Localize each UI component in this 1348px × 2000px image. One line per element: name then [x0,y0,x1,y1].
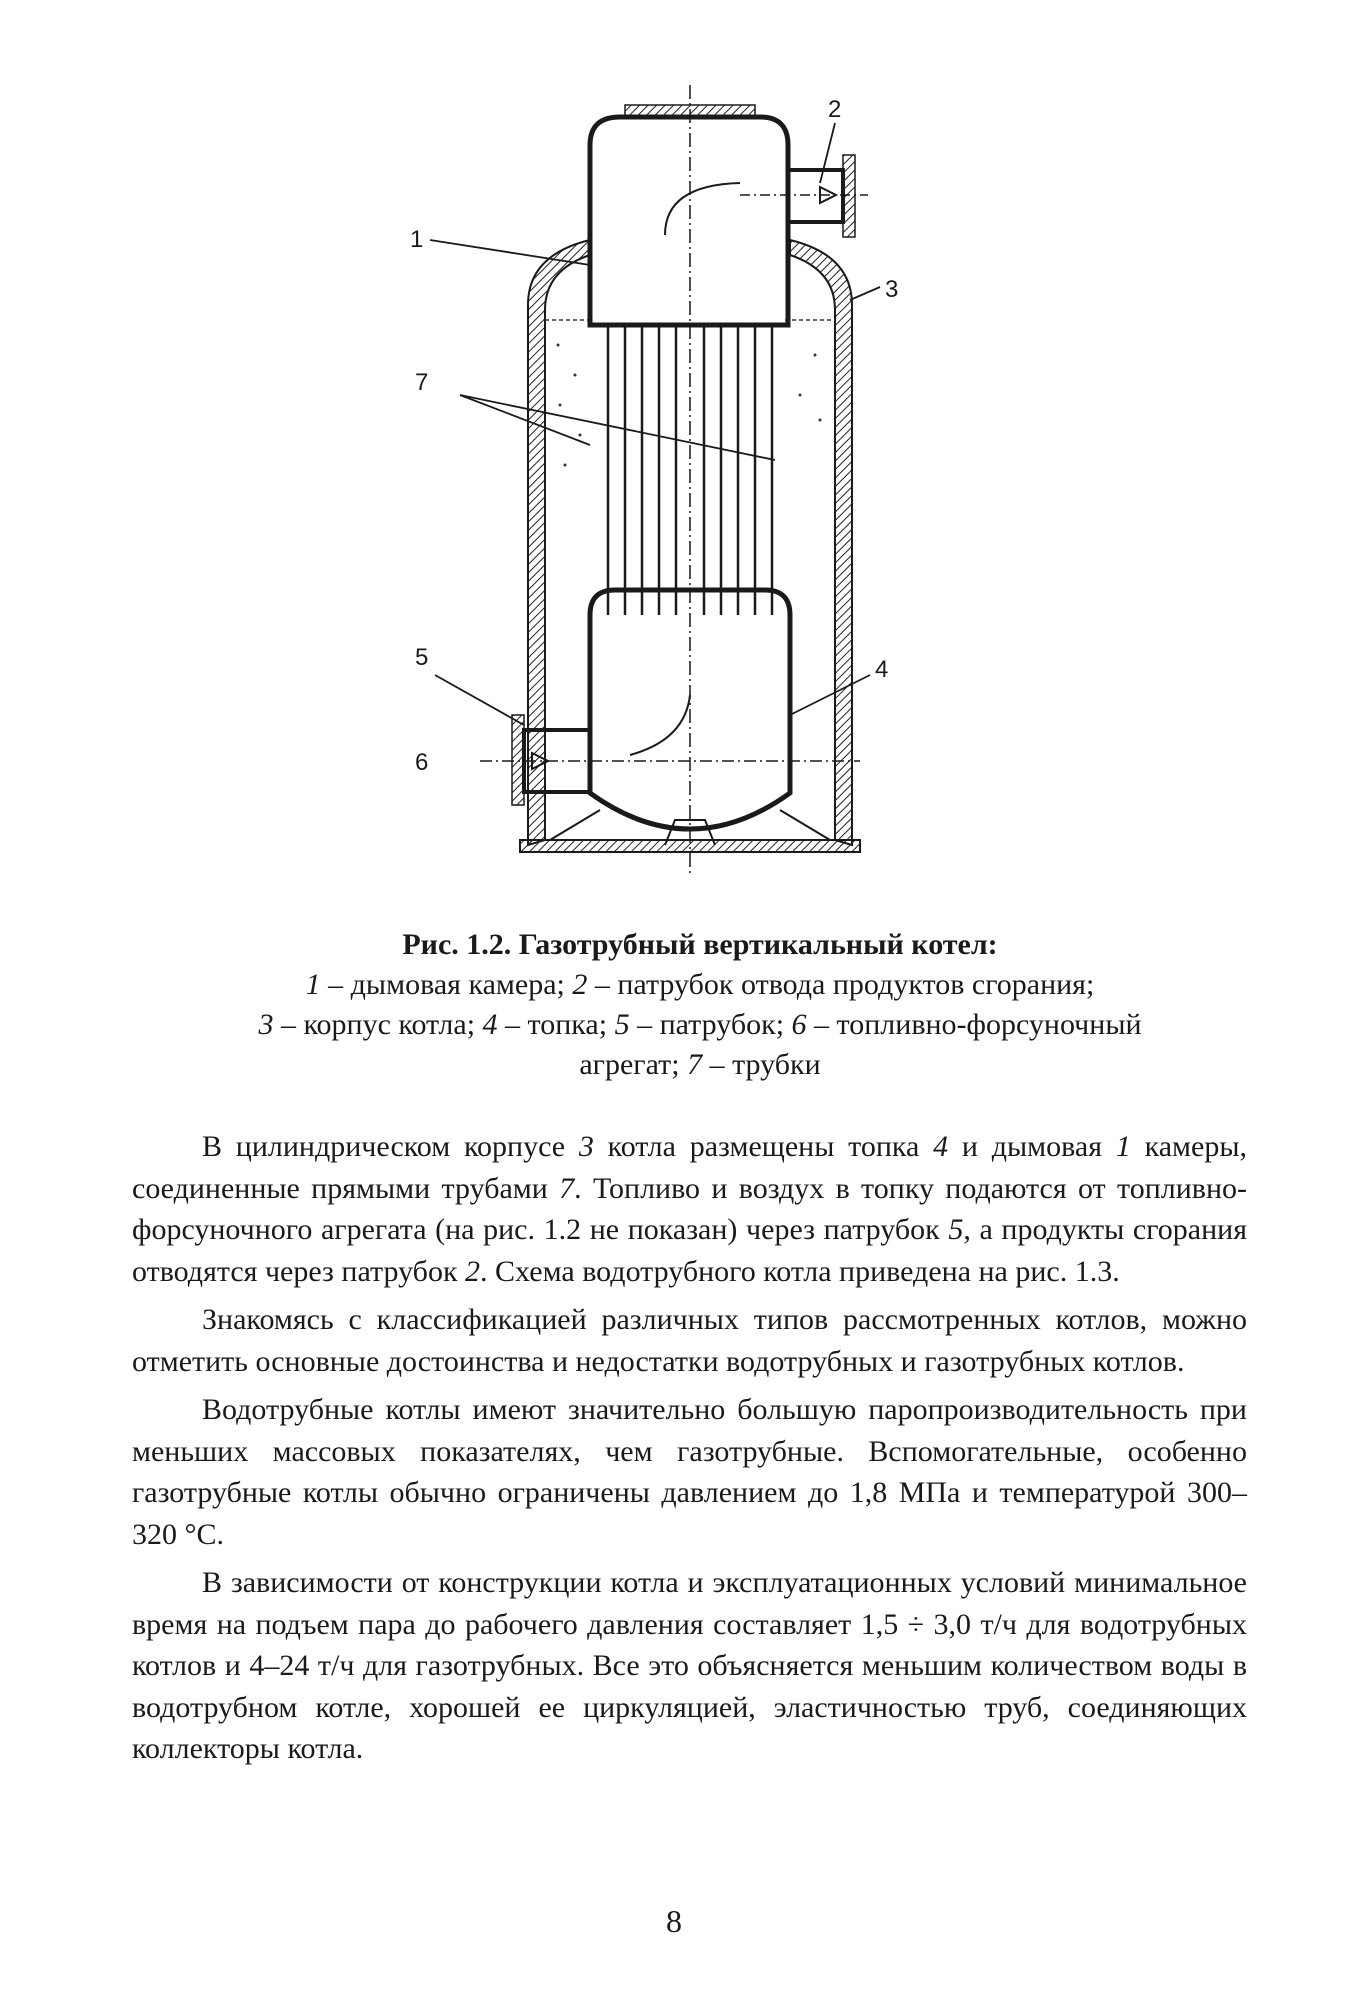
paragraph [132,1562,1247,1770]
paragraph-text: 7 [559,1171,575,1205]
paragraph-text: Водотрубные котлы имеют значительно большую паропроизводительность при меньших массовых показателях, чем газотрубные. Вспомогательные, особенно газотрубные котлы обычно ограничены давлением до 1,8 МПа и температурой 300–320 °C. [132,1393,1247,1551]
exhaust-nozzle [740,155,868,237]
paragraph-text: , а продукты сгорания отводятся через патрубок [132,1213,1248,1288]
figure-caption [160,925,1240,1085]
paragraph-text: В цилиндрическом корпусе [202,1130,579,1163]
legend-number: 6 [791,1008,807,1041]
paragraph-text: Знакомясь с классификацией различных типов рассмотренных котлов, можно отметить основные достоинства и недостатки водотрубных и газотрубных котлов. [132,1303,1247,1378]
legend-text: – корпус котла; [273,1008,483,1041]
caption-legend-line-3 [160,1045,1240,1085]
paragraph-text: . Топливо и воздух в топку подаются от топливно-форсуночного агрегата (на рис. 1.2 не показан) через патрубок [132,1171,1247,1246]
legend-text: – патрубок отвода продуктов сгорания; [587,968,1095,1001]
legend-text: – топка; [497,1008,615,1041]
paragraph-text: 5 [948,1213,964,1246]
legend-text: – трубки [702,1048,821,1081]
caption-legend-line-1 [160,965,1240,1005]
legend-number: 5 [614,1008,630,1041]
legend-text: – топливно-форсуночный [806,1008,1142,1041]
boiler-figure [410,75,940,895]
paragraph-text: котла размещены топка [593,1130,934,1163]
caption-legend-line-2 [160,1005,1240,1045]
label-6: 6 [415,749,429,776]
boiler-diagram [410,75,940,895]
paragraph-text: и дымовая [948,1130,1116,1163]
paragraph [132,1126,1247,1292]
label-1: 1 [410,226,424,253]
caption-figure-label: Рис. 1.2. [402,928,512,961]
paragraph [132,1299,1247,1382]
paragraph-text: В зависимости от конструкции котла и эксплуатационных условий минимальное время на подъем пара до рабочего давления составляет 1,5 ÷ 3,0 т/ч для водотрубных котлов и 4–24 т/ч для газотрубных. Все это объясняется меньшим количеством воды в водотрубном котле, хорошей ее циркуляцией, эластичностью труб, соединяющих коллекторы котла. [132,1566,1247,1765]
page-number: 8 [666,1903,682,1939]
paragraph-text: 3 [578,1130,594,1163]
paragraph-text: камеры, соединенные прямыми трубами [132,1130,1247,1205]
legend-text: – дымовая камера; [320,968,573,1001]
legend-number: 4 [482,1008,498,1041]
label-5: 5 [415,644,429,671]
label-4: 4 [875,656,889,683]
legend-number: 3 [258,1008,274,1041]
legend-number: 7 [687,1048,703,1081]
paragraph-text: 4 [933,1130,949,1163]
leader-lines [430,123,880,725]
label-2: 2 [828,96,842,123]
label-7: 7 [415,369,429,396]
legend-text: – патрубок; [629,1008,792,1041]
paragraph-text: 1 [1115,1130,1131,1163]
label-3: 3 [885,276,899,303]
paragraph-text: . Схема водотрубного котла приведена на рис. 1.3. [480,1254,1120,1288]
body-text [132,1126,1247,1777]
caption-title-line [160,925,1240,965]
paragraph [132,1389,1247,1555]
legend-text: агрегат; [579,1048,688,1081]
legend-number: 1 [305,968,321,1001]
smoke-chamber [590,105,788,325]
paragraph-text: 2 [465,1254,481,1288]
caption-title: Газотрубный вертикальный котел: [518,928,998,961]
legend-number: 2 [572,968,588,1001]
